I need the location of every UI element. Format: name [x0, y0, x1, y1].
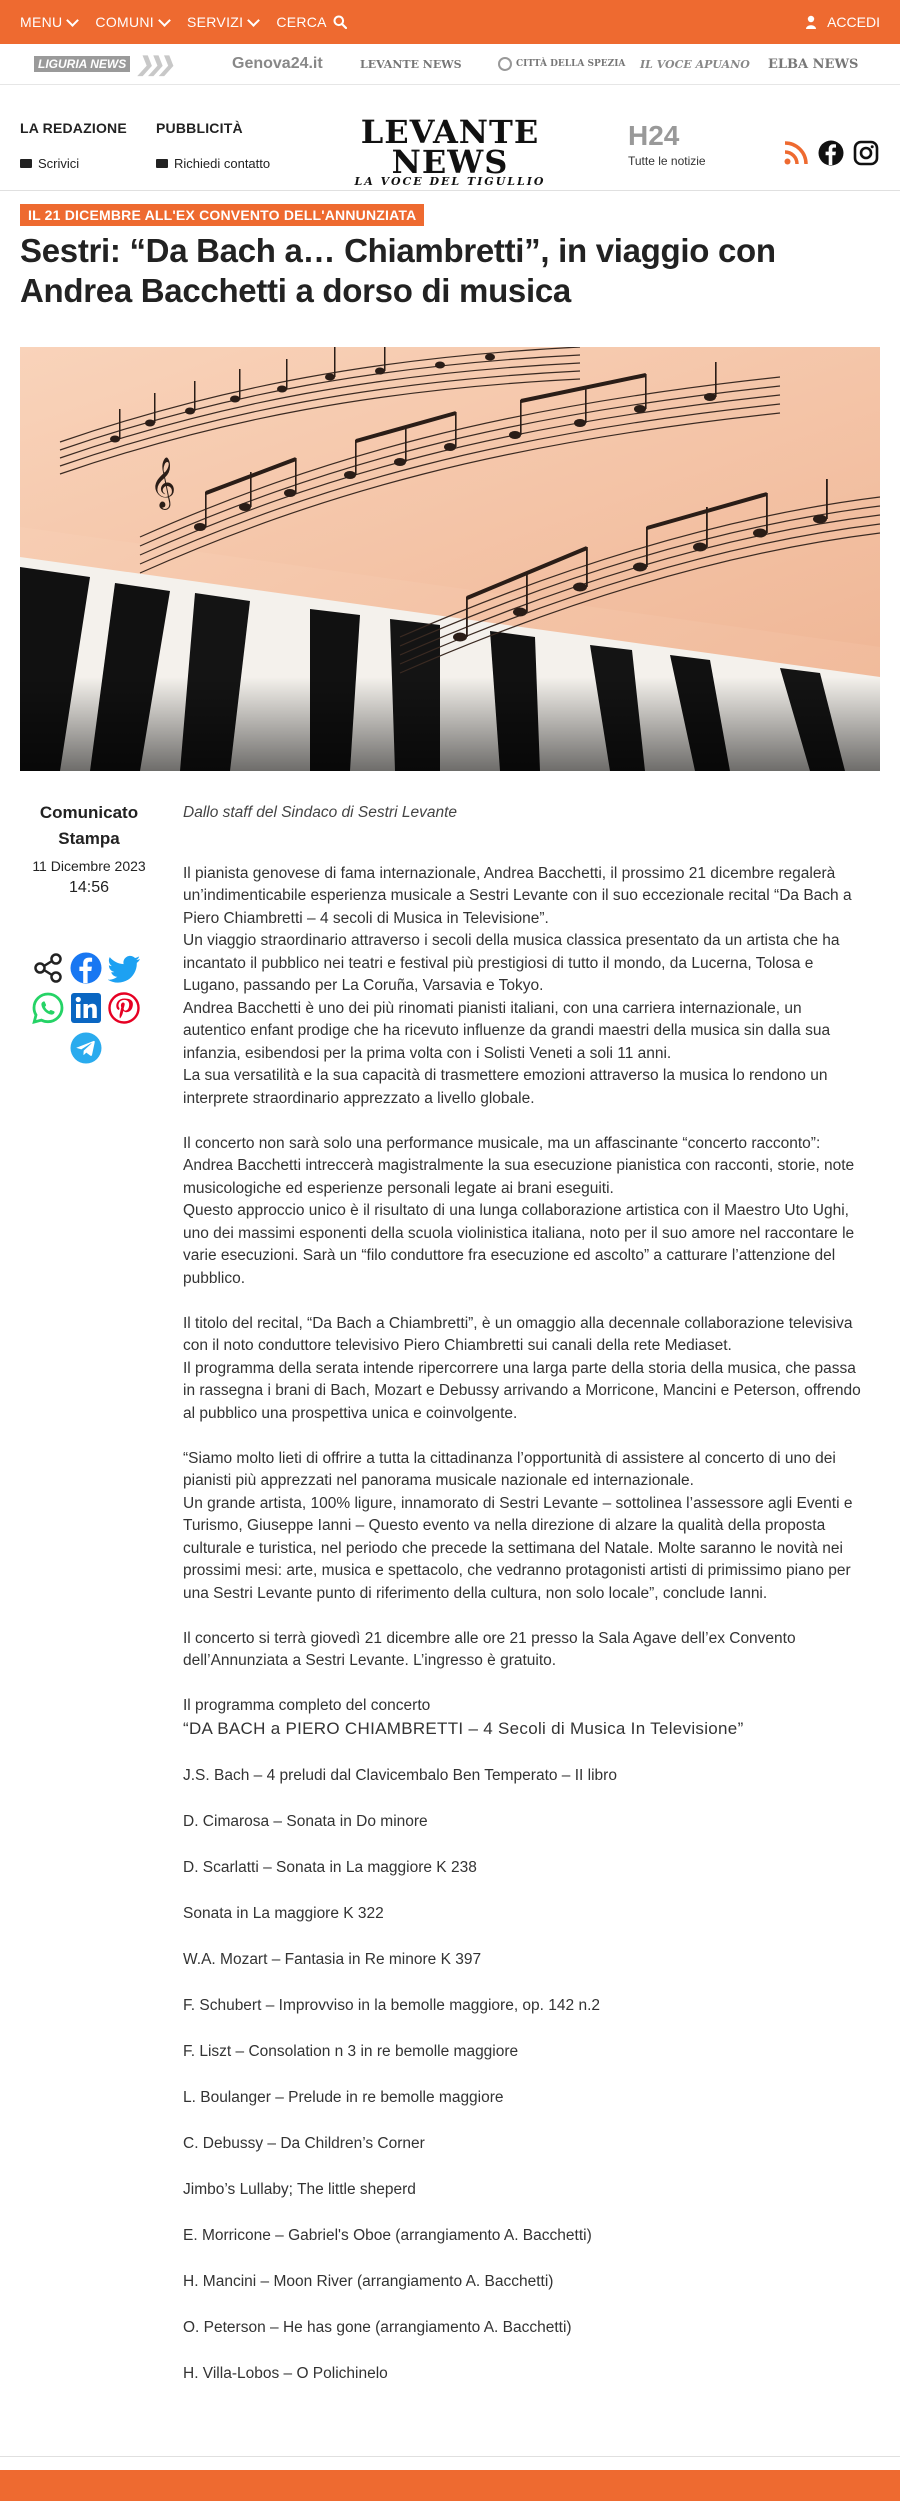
search-button[interactable] — [276, 14, 347, 30]
brand-name: LEVANTE NEWS — [360, 113, 540, 181]
instagram-icon[interactable] — [853, 140, 879, 166]
article-paragraph: Il pianista genovese di fama internazionale, Andrea Bacchetti, il prossimo 21 dicembre regalerà un’indimenticabile esperienza musicale a Sestri Levante con il suo eccezionale recital “Da Bach a Piero Chiambretti – 4 secoli di Musica in Televisione”. Un viaggio straordinario attraverso i secoli della musica classica presentato da un artista che ha incantato il pubblico nei teatri e festival più prestigiosi di tutto il mondo, da Lucerna, Tolosa e Lugano, passando per La Coruña, Varsavia e Tokyo. Andrea Bacchetti è uno dei più rinomati pianisti italiani, con una carriera internazionale, un autentico enfant prodige che ha ricevuto influenze da grandi maestri della musica sin dalla sua infanzia, esibendosi per la prima volta con i Solisti Veneti a soli 11 anni. La sua versatilità e la sua capacità di trasmettere emozioni attraverso la musica lo rendono un interprete straordinario apprezzato a livello globale. — [183, 864, 852, 1107]
site-name: IL VOCE APUANO — [640, 57, 750, 71]
site-logo-elba-news[interactable] — [768, 55, 858, 73]
comuni-dropdown[interactable] — [95, 14, 169, 30]
program-item: O. Peterson – He has gone (arrangiamento A. Bacchetti) — [183, 2319, 572, 2336]
servizi-dropdown[interactable] — [187, 14, 258, 30]
program-item: D. Cimarosa – Sonata in Do minore — [183, 1813, 428, 1830]
twitter-icon[interactable] — [108, 952, 142, 984]
user-icon — [805, 15, 817, 29]
menu-label: MENU — [20, 14, 63, 30]
chevron-down-icon — [67, 14, 80, 27]
top-navigation-bar — [0, 0, 900, 44]
pinterest-icon[interactable] — [108, 992, 140, 1024]
program-item: C. Debussy – Da Children’s Corner — [183, 2135, 425, 2152]
facebook-icon[interactable] — [818, 140, 844, 166]
redazione-title: LA REDAZIONE — [20, 120, 127, 136]
share-icon[interactable] — [32, 952, 64, 984]
menu-dropdown[interactable] — [20, 14, 77, 30]
sheet-music-illustration — [20, 347, 880, 771]
treble-clef-icon: 𝄞 — [150, 457, 177, 508]
telegram-icon[interactable] — [70, 1032, 102, 1064]
site-name: ELBA NEWS — [768, 56, 859, 72]
envelope-icon — [156, 159, 168, 168]
site-logo-citta-della-spezia[interactable] — [498, 55, 625, 73]
program-item: Sonata in La maggiore K 322 — [183, 1905, 384, 1922]
program-item: J.S. Bach – 4 preludi dal Clavicembalo Ben Temperato – II libro — [183, 1767, 617, 1784]
program-title: “DA BACH a PIERO CHIAMBRETTI – 4 Secoli di Musica In Televisione” — [183, 1718, 744, 1738]
article-author[interactable]: Comunicato Stampa — [39, 803, 139, 848]
program-intro: Il programma completo del concerto — [183, 1697, 431, 1714]
site-logo-levante-news[interactable] — [360, 55, 462, 73]
site-logo-liguria-news[interactable] — [34, 53, 169, 76]
article-body — [183, 802, 863, 2409]
footer-divider — [0, 2456, 900, 2457]
site-name: Genova24.it — [232, 55, 323, 72]
network-sites-strip — [0, 44, 900, 85]
scrivici-label: Scrivici — [38, 156, 80, 171]
pubblicita-title: PUBBLICITÀ — [156, 120, 243, 136]
chevron-down-icon — [158, 14, 171, 27]
article-kicker: IL 21 DICEMBRE ALL'EX CONVENTO DELL'ANNUNZIATA — [20, 204, 424, 226]
article-paragraph: Il concerto non sarà solo una performance musicale, ma un affascinante “concerto racconto”: Andrea Bacchetti intreccerà magistralmente la sua esecuzione pianistica con racconti, storie, note musicologiche ed esperienze personali legate ai brani eseguiti. Questo approccio unico è il risultato di una lunga collaborazione artistica con il Maestro Uto Ughi, uno dei massimi esponenti della scuola violinistica italiana, noto per il suo amore nel raccontare le varie esecuzioni. Sarà un “filo conduttore fra esecuzione ed ascolto” a catturare l’attenzione del pubblico. — [183, 1134, 855, 1287]
site-name: LEVANTE NEWS — [360, 57, 462, 71]
header-social-links — [783, 140, 879, 166]
article-meta — [20, 800, 158, 900]
search-label: CERCA — [276, 14, 327, 30]
site-name: CITTÀ DELLA SPEZIA — [516, 59, 626, 69]
program-item: W.A. Mozart – Fantasia in Re minore K 397 — [183, 1951, 482, 1968]
servizi-label: SERVIZI — [187, 14, 244, 30]
article-headline: Sestri: “Da Bach a… Chiambretti”, in viaggio con Andrea Bacchetti a dorso di musica — [20, 232, 776, 309]
program-item: H. Villa-Lobos – O Polichinelo — [183, 2365, 388, 2382]
linkedin-icon[interactable] — [70, 992, 102, 1024]
brand-tagline: LA VOCE DEL TIGULLIO — [354, 175, 546, 188]
article-time: 14:56 — [68, 879, 110, 896]
article-date: 11 Dicembre 2023 — [32, 858, 146, 874]
seal-icon — [498, 57, 512, 71]
site-name: LIGURIA NEWS — [34, 56, 130, 72]
facebook-icon[interactable] — [70, 952, 102, 984]
rss-icon[interactable] — [783, 140, 809, 166]
article-byline: Dallo staff del Sindaco di Sestri Levante — [183, 804, 457, 821]
article-paragraph: “Siamo molto lieti di offrire a tutta la cittadinanza l’opportunità di assistere al concerto di uno dei pianisti più apprezzati nel panorama musicale nazionale ed internazionale. Un grande artista, 100% ligure, innamorato di Sestri Levante – sottolinea l’assessore agli Eventi e Turismo, Giuseppe Ianni – Questo evento va nella direzione di alzare la qualità della proposta culturale e turistica, nel periodo che precede la settimana del Natale. Molte saranno le novità nei prossimi mesi: arte, musica e spettacolo, che vedranno protagonisti artisti di primissimo piano per una Sestri Levante punto di riferimento della cultura, non solo locale”, conclude Ianni. — [183, 1449, 853, 1602]
program-item: L. Boulanger – Prelude in re bemolle maggiore — [183, 2089, 504, 2106]
program-item: Jimbo’s Lullaby; The little sheperd — [183, 2181, 416, 2198]
chevron-down-icon — [247, 14, 260, 27]
whatsapp-icon[interactable] — [32, 992, 64, 1024]
h24-label[interactable]: Tutte le notizie — [628, 154, 706, 168]
site-footer — [0, 2470, 900, 2501]
program-item: D. Scarlatti – Sonata in La maggiore K 238 — [183, 1859, 477, 1876]
article-hero-image — [20, 347, 880, 771]
login-button[interactable] — [805, 0, 880, 44]
chevrons-icon: ❯❯❯ — [136, 53, 169, 76]
main-nav — [20, 0, 347, 44]
search-icon — [333, 15, 347, 29]
article-paragraph: Il titolo del recital, “Da Bach a Chiambretti”, è un omaggio alla decennale collaborazione televisiva con il noto conduttore televisivo Piero Chiambretti sui canali della rete Mediaset. Il programma della serata intende ripercorrere una larga parte della storia della musica, che passa in rassegna i brani di Bach, Mozart e Debussy arrivando a Morricone, Mancini e Peterson, offrendo al pubblico una prospettiva unica e coinvolgente. — [183, 1314, 861, 1422]
article-paragraph: Il concerto si terrà giovedì 21 dicembre alle ore 21 presso la Sala Agave dell’ex Convento dell’Annunziata a Sestri Levante. L’ingresso è gratuito. — [183, 1629, 796, 1669]
richiedi-contatto-link[interactable] — [156, 156, 270, 171]
comuni-label: COMUNI — [95, 14, 154, 30]
site-logo-voce-apuano[interactable] — [640, 55, 750, 73]
program-item: E. Morricone – Gabriel's Oboe (arrangiamento A. Bacchetti) — [183, 2227, 592, 2244]
program-item: H. Mancini – Moon River (arrangiamento A. Bacchetti) — [183, 2273, 554, 2290]
site-logo[interactable] — [307, 113, 593, 188]
richiedi-contatto-label: Richiedi contatto — [174, 156, 271, 171]
program-item: F. Liszt – Consolation n 3 in re bemolle maggiore — [183, 2043, 519, 2060]
scrivici-link[interactable] — [20, 156, 79, 171]
login-label: ACCEDI — [827, 14, 880, 30]
envelope-icon — [20, 159, 32, 168]
h24-logo[interactable]: H24 — [628, 120, 680, 151]
site-logo-genova24[interactable] — [232, 55, 323, 73]
program-item: F. Schubert – Improvviso in la bemolle maggiore, op. 142 n.2 — [183, 1997, 601, 2014]
